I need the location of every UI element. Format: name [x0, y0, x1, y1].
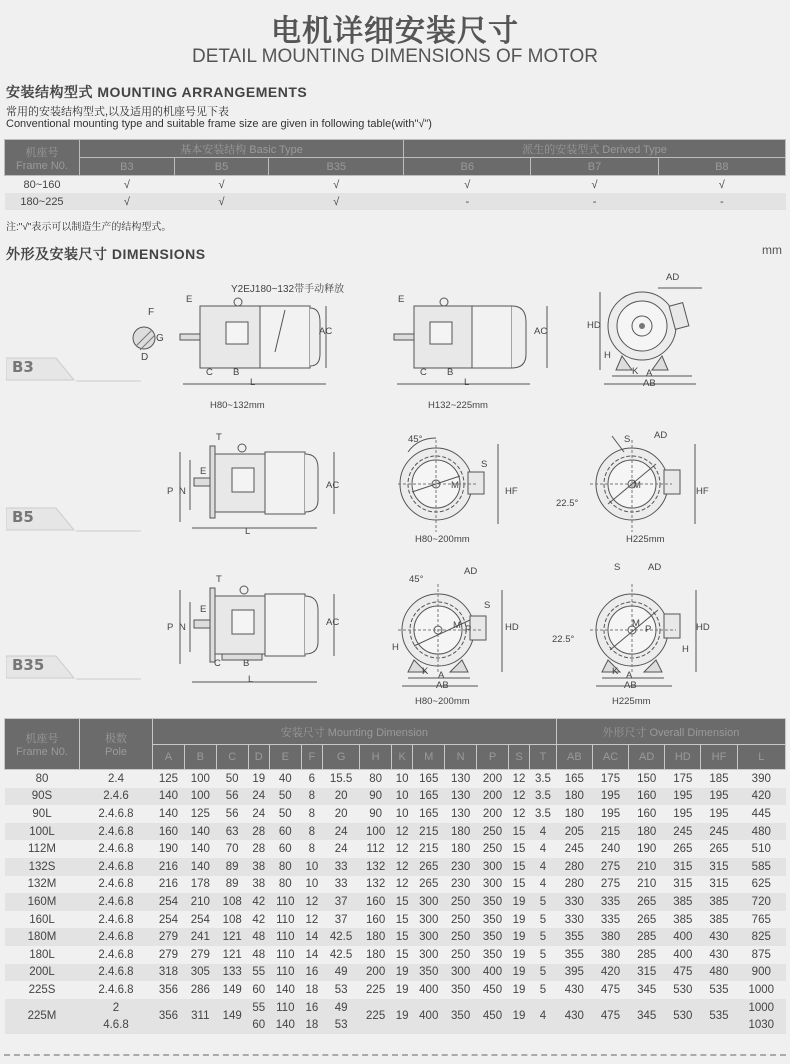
- col-b5: B5: [174, 158, 269, 176]
- col-e: E: [269, 745, 301, 770]
- caption-b5-h225: H225mm: [626, 534, 665, 545]
- col-t: T: [530, 745, 557, 770]
- col-g: G: [323, 745, 360, 770]
- mounting-dimension-group: 安装尺寸 Mounting Dimension: [153, 719, 557, 745]
- col-s: S: [508, 745, 529, 770]
- col-b6: B6: [404, 158, 531, 176]
- frame-header: 机座号 Frame N0.: [5, 719, 80, 770]
- b5-flange-end-drawing-h225: [590, 432, 710, 537]
- col-d: D: [248, 745, 269, 770]
- col-b: B: [184, 745, 216, 770]
- b35-tag: B35: [6, 654, 136, 674]
- table-row: 132M 2.4.6.8 216 178 89 38 80 10 33 132 12 265 230 300 15 4 280 275 210 315 315 625: [27, 878, 771, 891]
- col-k: K: [392, 745, 413, 770]
- table-row: 90S 2.4.6 140 100 56 24 50 8 20 90 10 165 130 200 12 3.5 180 195 160 195 195 420: [5, 788, 786, 806]
- mounting-desc-cn: 常用的安装结构型式,以及适用的机座号见下表: [6, 106, 230, 118]
- col-b3: B3: [80, 158, 175, 176]
- b5-tag: B5: [6, 506, 136, 526]
- col-hf: HF: [701, 745, 737, 770]
- b3-motor-side-drawing-small: [178, 292, 338, 392]
- col-b35: B35: [269, 158, 404, 176]
- dimension-diagrams: B3 B5 B35 F G D Y2EJ180~132带手动释放 E AC C B L H80~132mm E AC C B L H132~225mm AD HD H K A AB T E P N AC L 45° S M HF H80~200mm S AD M 22.5° HF H225mm T E P N AC C B L 45° AD S M P H HD K A AB H80~200mm S AD M P 22.5° H HD K A AB H225mm: [0, 262, 790, 714]
- mounting-note: 注:"√"表示可以制造生产的结构型式。: [6, 222, 172, 233]
- col-a: A: [153, 745, 185, 770]
- col-b7: B7: [531, 158, 658, 176]
- caption-b5-h80-200: H80~200mm: [415, 534, 470, 545]
- b3-tag: B3: [6, 356, 136, 376]
- table-row: 160L 2.4.6.8 254 254 108 42 110 12 37 160 15 300 250 350 19 5 330 335 265 385 385 765: [29, 913, 771, 926]
- pole-header: 极数 Pole: [80, 719, 153, 770]
- table-row: 180L 2.4.6.8 279 279 121 48 110 14 42.5 180 15 300 250 350 19 5 355 380 285 400 430 875: [29, 948, 771, 961]
- caption-b35-h225: H225mm: [612, 696, 651, 707]
- table-row: 80~160 √ √ √ √ √ √: [23, 178, 725, 191]
- mounting-desc-en: Conventional mounting type and suitable frame size are given in following table(with"√"): [6, 118, 432, 130]
- derived-type-group: 派生的安装型式 Derived Type: [404, 140, 786, 158]
- mounting-arrangement-table: [4, 139, 786, 210]
- col-l: L: [737, 745, 785, 770]
- table-row: 225S 2.4.6.8 356 286 149 60 140 18 53 225 19 400 350 450 19 5 430 475 345 530 535 1000: [28, 983, 775, 996]
- col-hd: HD: [665, 745, 701, 770]
- col-b8: B8: [658, 158, 785, 176]
- divider: [4, 1054, 786, 1056]
- table-row: 132S 2.4.6.8 216 140 89 38 80 10 33 132 12 265 230 300 15 4 280 275 210 315 315 585: [5, 858, 786, 876]
- col-h: H: [360, 745, 392, 770]
- caption-b35-h80-200: H80~200mm: [415, 696, 470, 707]
- b3-motor-side-drawing-large: [392, 292, 552, 392]
- unit-label: mm: [762, 243, 782, 257]
- col-m: M: [413, 745, 445, 770]
- b5-motor-side-drawing: [172, 438, 342, 548]
- table-row: 180M 2.4.6.8 279 241 121 48 110 14 42.5 180 15 300 250 350 19 5 355 380 285 400 430 825: [5, 928, 786, 946]
- b35-motor-side-drawing: [172, 580, 342, 690]
- frame-header: 机座号 Frame N0.: [5, 140, 80, 176]
- mounting-heading: 安装结构型式 MOUNTING ARRANGEMENTS: [6, 84, 308, 100]
- caption-h132-225: H132~225mm: [428, 400, 488, 411]
- page-title-en: DETAIL MOUNTING DIMENSIONS OF MOTOR: [191, 46, 599, 67]
- dimensions-heading: 外形及安装尺寸 DIMENSIONS: [6, 246, 206, 262]
- col-ad: AD: [629, 745, 665, 770]
- table-row: 160M 2.4.6.8 254 210 108 42 110 12 37 160 15 300 250 350 19 5 330 335 265 385 385 720: [5, 893, 786, 911]
- table-row: 4.6.8 60 140 18 53 1030: [5, 1016, 786, 1034]
- table-row: 100L 2.4.6.8 160 140 63 28 60 8 24 100 12 215 180 250 15 4 205 215 180 245 245 480: [5, 823, 786, 841]
- col-p: P: [477, 745, 509, 770]
- table-row: 200L 2.4.6.8 318 305 133 55 110 16 49 200 19 350 300 400 19 5 395 420 315 475 480 900: [5, 964, 786, 982]
- col-c: C: [216, 745, 248, 770]
- table-row: 90L 2.4.6.8 140 125 56 24 50 8 20 90 10 165 130 200 12 3.5 180 195 160 195 195 445: [32, 807, 771, 820]
- b35-foot-flange-end-drawing: [398, 574, 518, 694]
- page-title-cn: 电机详细安装尺寸: [271, 14, 519, 49]
- col-ac: AC: [592, 745, 628, 770]
- col-n: N: [445, 745, 477, 770]
- col-ab: AB: [556, 745, 592, 770]
- basic-type-group: 基本安装结构 Basic Type: [80, 140, 404, 158]
- caption-h80-132: H80~132mm: [210, 400, 265, 411]
- dimensions-table: [4, 718, 786, 1034]
- table-row: 80 2.4 125 100 50 19 40 6 15.5 80 10 165 130 200 12 3.5 165 175 150 175 185 390: [35, 772, 771, 785]
- overall-dimension-group: 外形尺寸 Overall Dimension: [556, 719, 785, 745]
- table-row: 112M 2.4.6.8 190 140 70 28 60 8 24 112 12 215 180 250 15 4 245 240 190 265 265 510: [28, 843, 771, 856]
- col-f: F: [301, 745, 322, 770]
- table-row: 180~225 √ √ √ - - -: [5, 193, 786, 210]
- table-row: 225M 2 356 311 149 55 110 16 49 225 19 400 350 450 19 4 430 475 345 530 535 1000: [5, 999, 786, 1017]
- brake-note: Y2EJ180~132带手动释放: [231, 284, 345, 295]
